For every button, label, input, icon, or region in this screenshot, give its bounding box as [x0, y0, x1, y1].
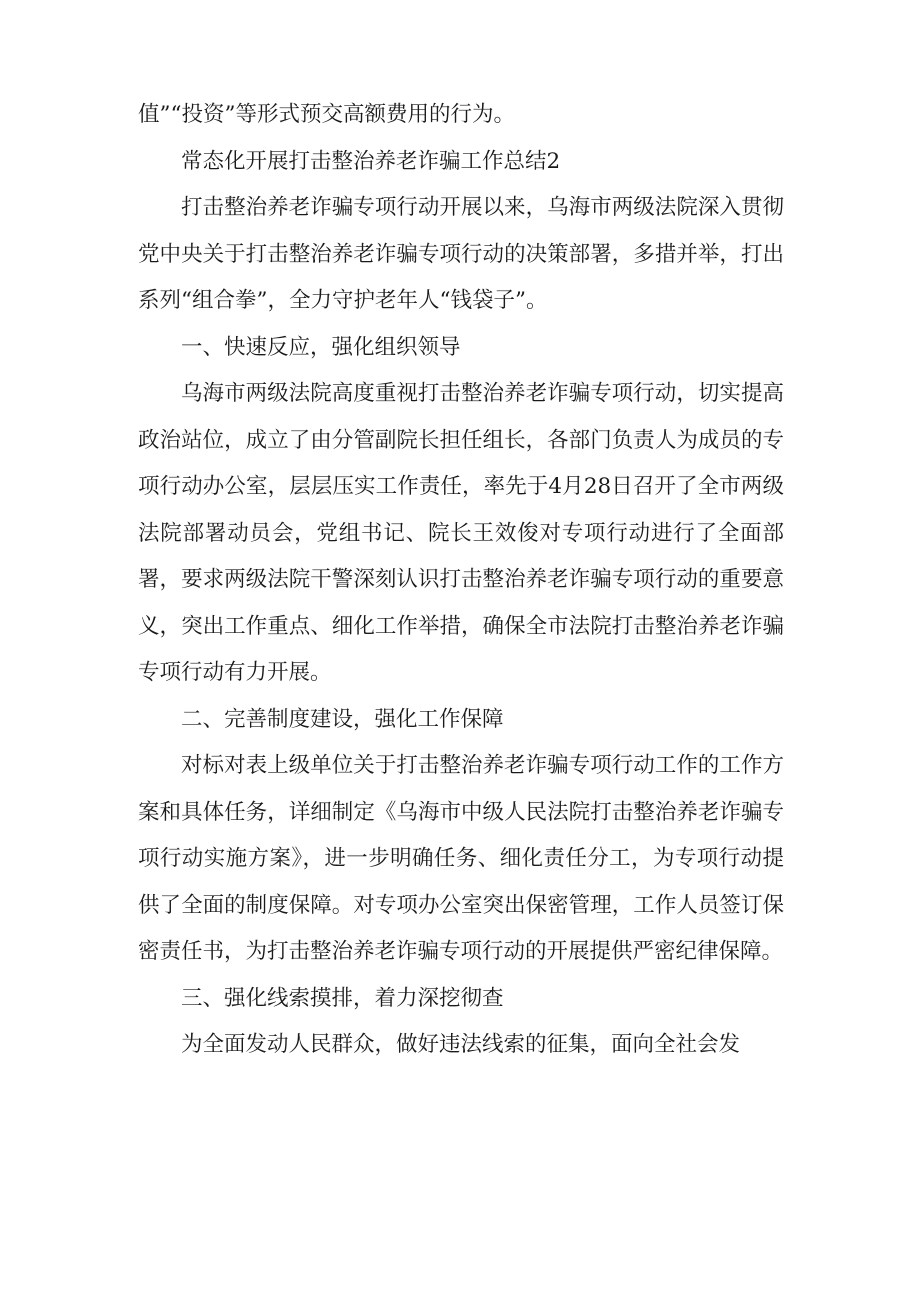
section-heading-2: 二、完善制度建设，强化工作保障: [181, 706, 504, 732]
paragraph-intro: 打击整治养老诈骗专项行动开展以来，乌海市两级法院深入贯彻党中央关于打击整治养老诈骗专项行动的决策部署，多措并举，打出系列“组合拳”，全力守护老年人“钱袋子”。: [138, 195, 784, 313]
document-subtitle: 常态化开展打击整治养老诈骗工作总结2: [181, 148, 561, 174]
paragraph-section-1: 乌海市两级法院高度重视打击整治养老诈骗专项行动，切实提高政治站位，成立了由分管副院长担任组长，各部门负责人为成员的专项行动办公室，层层压实工作责任，率先于4月28日召开了全市两级法院部署动员会，党组书记、院长王效俊对专项行动进行了全面部署，要求两级法院干警深刻认识打击整治养老诈骗专项行动的重要意义，突出工作重点、细化工作举措，确保全市法院打击整治养老诈骗专项行动有力开展。: [138, 381, 784, 685]
document-body: [138, 92, 784, 1069]
paragraph-continuation: 值”“投资”等形式预交高额费用的行为。: [138, 102, 515, 127]
paragraph-section-3: 为全面发动人民群众，做好违法线索的征集，面向全社会发: [181, 1032, 741, 1057]
section-heading-3: 三、强化线索摸排，着力深挖彻查: [181, 985, 504, 1011]
paragraph-section-2: 对标对表上级单位关于打击整治养老诈骗专项行动工作的工作方案和具体任务，详细制定《乌海市中级人民法院打击整治养老诈骗专项行动实施方案》，进一步明确任务、细化责任分工，为专项行动提供了全面的制度保障。对专项办公室突出保密管理，工作人员签订保密责任书，为打击整治养老诈骗专项行动的开展提供严密纪律保障。: [138, 753, 784, 964]
section-heading-1: 一、快速反应，强化组织领导: [181, 334, 461, 360]
